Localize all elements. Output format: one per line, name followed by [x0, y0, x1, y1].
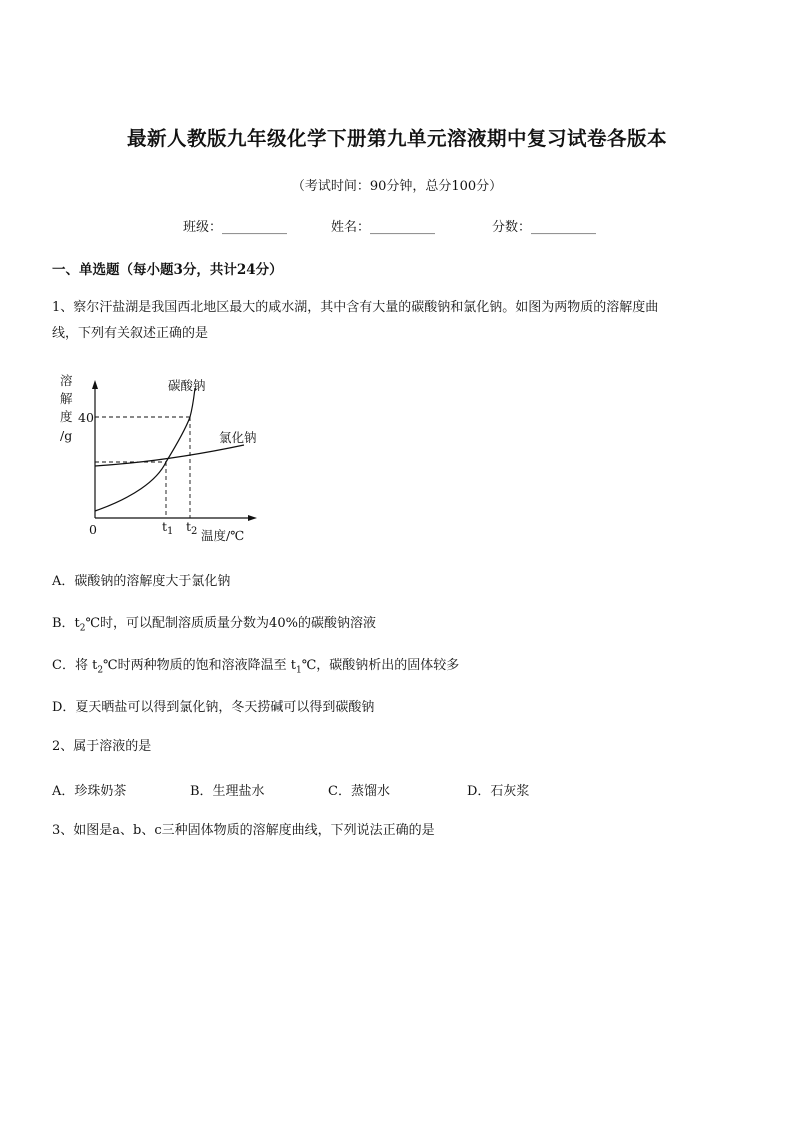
- question-2-stem: 2、属于溶液的是: [52, 739, 152, 754]
- page-title: 最新人教版九年级化学下册第九单元溶液期中复习试卷各版本: [126, 127, 667, 150]
- q1-option-c[interactable]: C．将 $t_2℃$时两种物质的饱和溶液降温至 $t_1℃$，碳酸钠析出的固体较多: [52, 658, 460, 676]
- chart-xlabel: 温度/℃: [201, 528, 245, 543]
- q2-option-d[interactable]: D．石灰浆: [467, 784, 530, 799]
- chart-x-tick-t1: $t_1$: [162, 519, 174, 537]
- chart-x-tick-t2: $t_2$: [186, 519, 198, 537]
- chart-origin-label: 0: [89, 522, 97, 537]
- chart-x-axis-arrow: [248, 515, 257, 521]
- class-field[interactable]: 班级：__________: [183, 220, 288, 235]
- exam-subtitle: （考试时间：90分钟，总分100分）: [291, 179, 503, 194]
- chart-series-sodium-carbonate: [95, 388, 195, 511]
- chart-y-tick-40: 40: [78, 410, 94, 425]
- q2-option-a[interactable]: A．珍珠奶茶: [52, 784, 127, 799]
- q2-option-b[interactable]: B．生理盐水: [190, 784, 265, 799]
- section-heading: 一、单选题（每小题3分，共计24分）: [52, 262, 283, 278]
- chart-ylabel-char-4: /g: [60, 428, 73, 443]
- chart-ylabel-char-2: 解: [60, 391, 73, 406]
- chart-y-axis-arrow: [92, 380, 98, 389]
- chart-label-sodium-carbonate: 碳酸钠: [168, 378, 206, 393]
- q2-option-c[interactable]: C．蒸馏水: [328, 784, 390, 799]
- q1-option-a[interactable]: A．碳酸钠的溶解度大于氯化钠: [52, 574, 231, 589]
- q1-option-d[interactable]: D．夏天晒盐可以得到氯化钠，冬天捞碱可以得到碳酸钠: [52, 700, 375, 715]
- solubility-chart: [52, 366, 272, 548]
- score-field[interactable]: 分数：__________: [492, 220, 597, 235]
- name-field[interactable]: 姓名：__________: [331, 220, 436, 235]
- question-1-stem-line1: 1、察尔汗盐湖是我国西北地区最大的咸水湖，其中含有大量的碳酸钠和氯化钠。如图为两物质的溶解度曲: [52, 300, 659, 315]
- question-1-stem-line2: 线，下列有关叙述正确的是: [52, 326, 209, 341]
- chart-ylabel-char-3: 度: [60, 409, 73, 424]
- question-3-stem: 3、如图是a、b、c三种固体物质的溶解度曲线，下列说法正确的是: [52, 823, 435, 838]
- chart-label-sodium-chloride: 氯化钠: [219, 430, 257, 445]
- chart-ylabel-char-1: 溶: [60, 373, 73, 388]
- q1-option-b[interactable]: B．$t_2℃$时，可以配制溶质质量分数为40%的碳酸钠溶液: [52, 616, 376, 634]
